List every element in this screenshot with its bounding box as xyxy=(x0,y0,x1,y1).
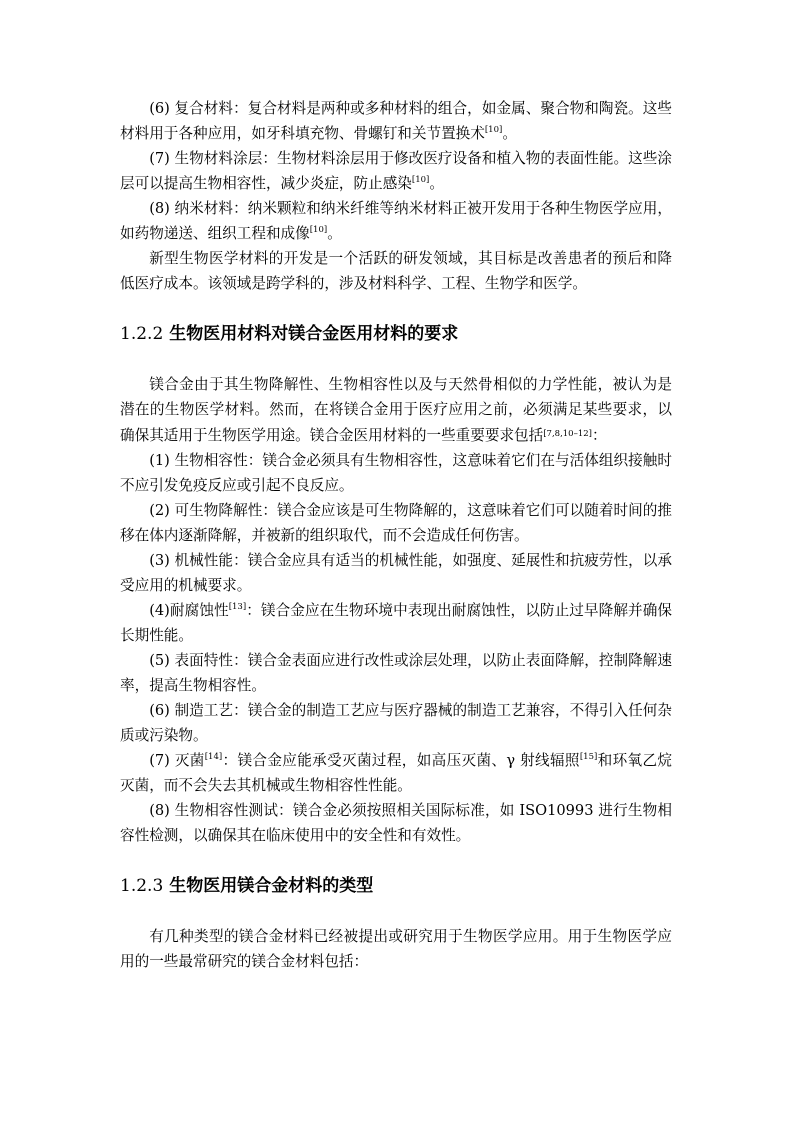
section-heading-1-2-2 xyxy=(120,322,672,346)
list-item: (8) 生物相容性测试：镁合金必须按照相关国际标准，如 ISO10993 进行生物相容性检测，以确保其在临床使用中的安全性和有效性。 xyxy=(120,802,673,844)
list-item: (7) 生物材料涂层：生物材料涂层用于修改医疗设备和植入物的表面性能。这些涂层可以提高生物相容性，减少炎症，防止感染[10]。 xyxy=(120,150,672,192)
citation: [13] xyxy=(228,602,247,612)
list-item: (6) 制造工艺：镁合金的制造工艺应与医疗器械的制造工艺兼容，不得引入任何杂质或污染物。 xyxy=(120,702,672,744)
page-content xyxy=(120,96,672,974)
section-title: 生物医用镁合金材料的类型 xyxy=(169,876,374,896)
list-item: (7) 灭菌[14]：镁合金应能承受灭菌过程，如高压灭菌、γ 射线辐照[15]和环氧乙烷灭菌，而不会失去其机械或生物相容性性能。 xyxy=(120,752,672,794)
list-item: (3) 机械性能：镁合金应具有适当的机械性能，如强度、延展性和抗疲劳性，以承受应用的机械要求。 xyxy=(120,552,672,594)
list-item: (4)耐腐蚀性[13]：镁合金应在生物环境中表现出耐腐蚀性，以防止过早降解并确保长期性能。 xyxy=(120,602,672,644)
citation: [15] xyxy=(579,752,598,762)
section-title: 生物医用材料对镁合金医用材料的要求 xyxy=(169,324,459,344)
citation: [10] xyxy=(411,175,430,185)
section-number: 1.2.2 xyxy=(120,324,164,344)
citation: [14] xyxy=(204,752,223,762)
list-item: (8) 纳米材料：纳米颗粒和纳米纤维等纳米材料正被开发用于各种生物医学应用，如药物递送、组织工程和成像[10]。 xyxy=(120,200,672,242)
citation: [10] xyxy=(309,225,328,235)
list-item: (2) 可生物降解性：镁合金应该是可生物降解的，这意味着它们可以随着时间的推移在体内逐渐降解，并被新的组织取代，而不会造成任何伤害。 xyxy=(120,502,672,544)
intro-paragraph: 有几种类型的镁合金材料已经被提出或研究用于生物医学应用。用于生物医学应用的一些最常研究的镁合金材料包括： xyxy=(120,928,672,970)
section-heading-1-2-3 xyxy=(120,874,672,898)
citation: [10] xyxy=(484,125,503,135)
list-item: (6) 复合材料：复合材料是两种或多种材料的组合，如金属、聚合物和陶瓷。这些材料用于各种应用，如牙科填充物、骨螺钉和关节置换术[10]。 xyxy=(120,100,672,142)
section-number: 1.2.3 xyxy=(120,876,164,896)
summary-paragraph: 新型生物医学材料的开发是一个活跃的研发领域，其目标是改善患者的预后和降低医疗成本。该领域是跨学科的，涉及材料科学、工程、生物学和医学。 xyxy=(120,250,672,292)
list-item: (1) 生物相容性：镁合金必须具有生物相容性，这意味着它们在与活体组织接触时不应引发免疫反应或引起不良反应。 xyxy=(120,452,673,494)
citation: [7,8,10–12] xyxy=(543,429,592,439)
intro-paragraph: 镁合金由于其生物降解性、生物相容性以及与天然骨相似的力学性能，被认为是潜在的生物医学材料。然而，在将镁合金用于医疗应用之前，必须满足某些要求，以确保其适用于生物医学用途。镁合金医用材料的一些重要要求包括[7,8,10–12]： xyxy=(120,376,672,444)
list-item: (5) 表面特性：镁合金表面应进行改性或涂层处理，以防止表面降解，控制降解速率，提高生物相容性。 xyxy=(120,652,672,694)
